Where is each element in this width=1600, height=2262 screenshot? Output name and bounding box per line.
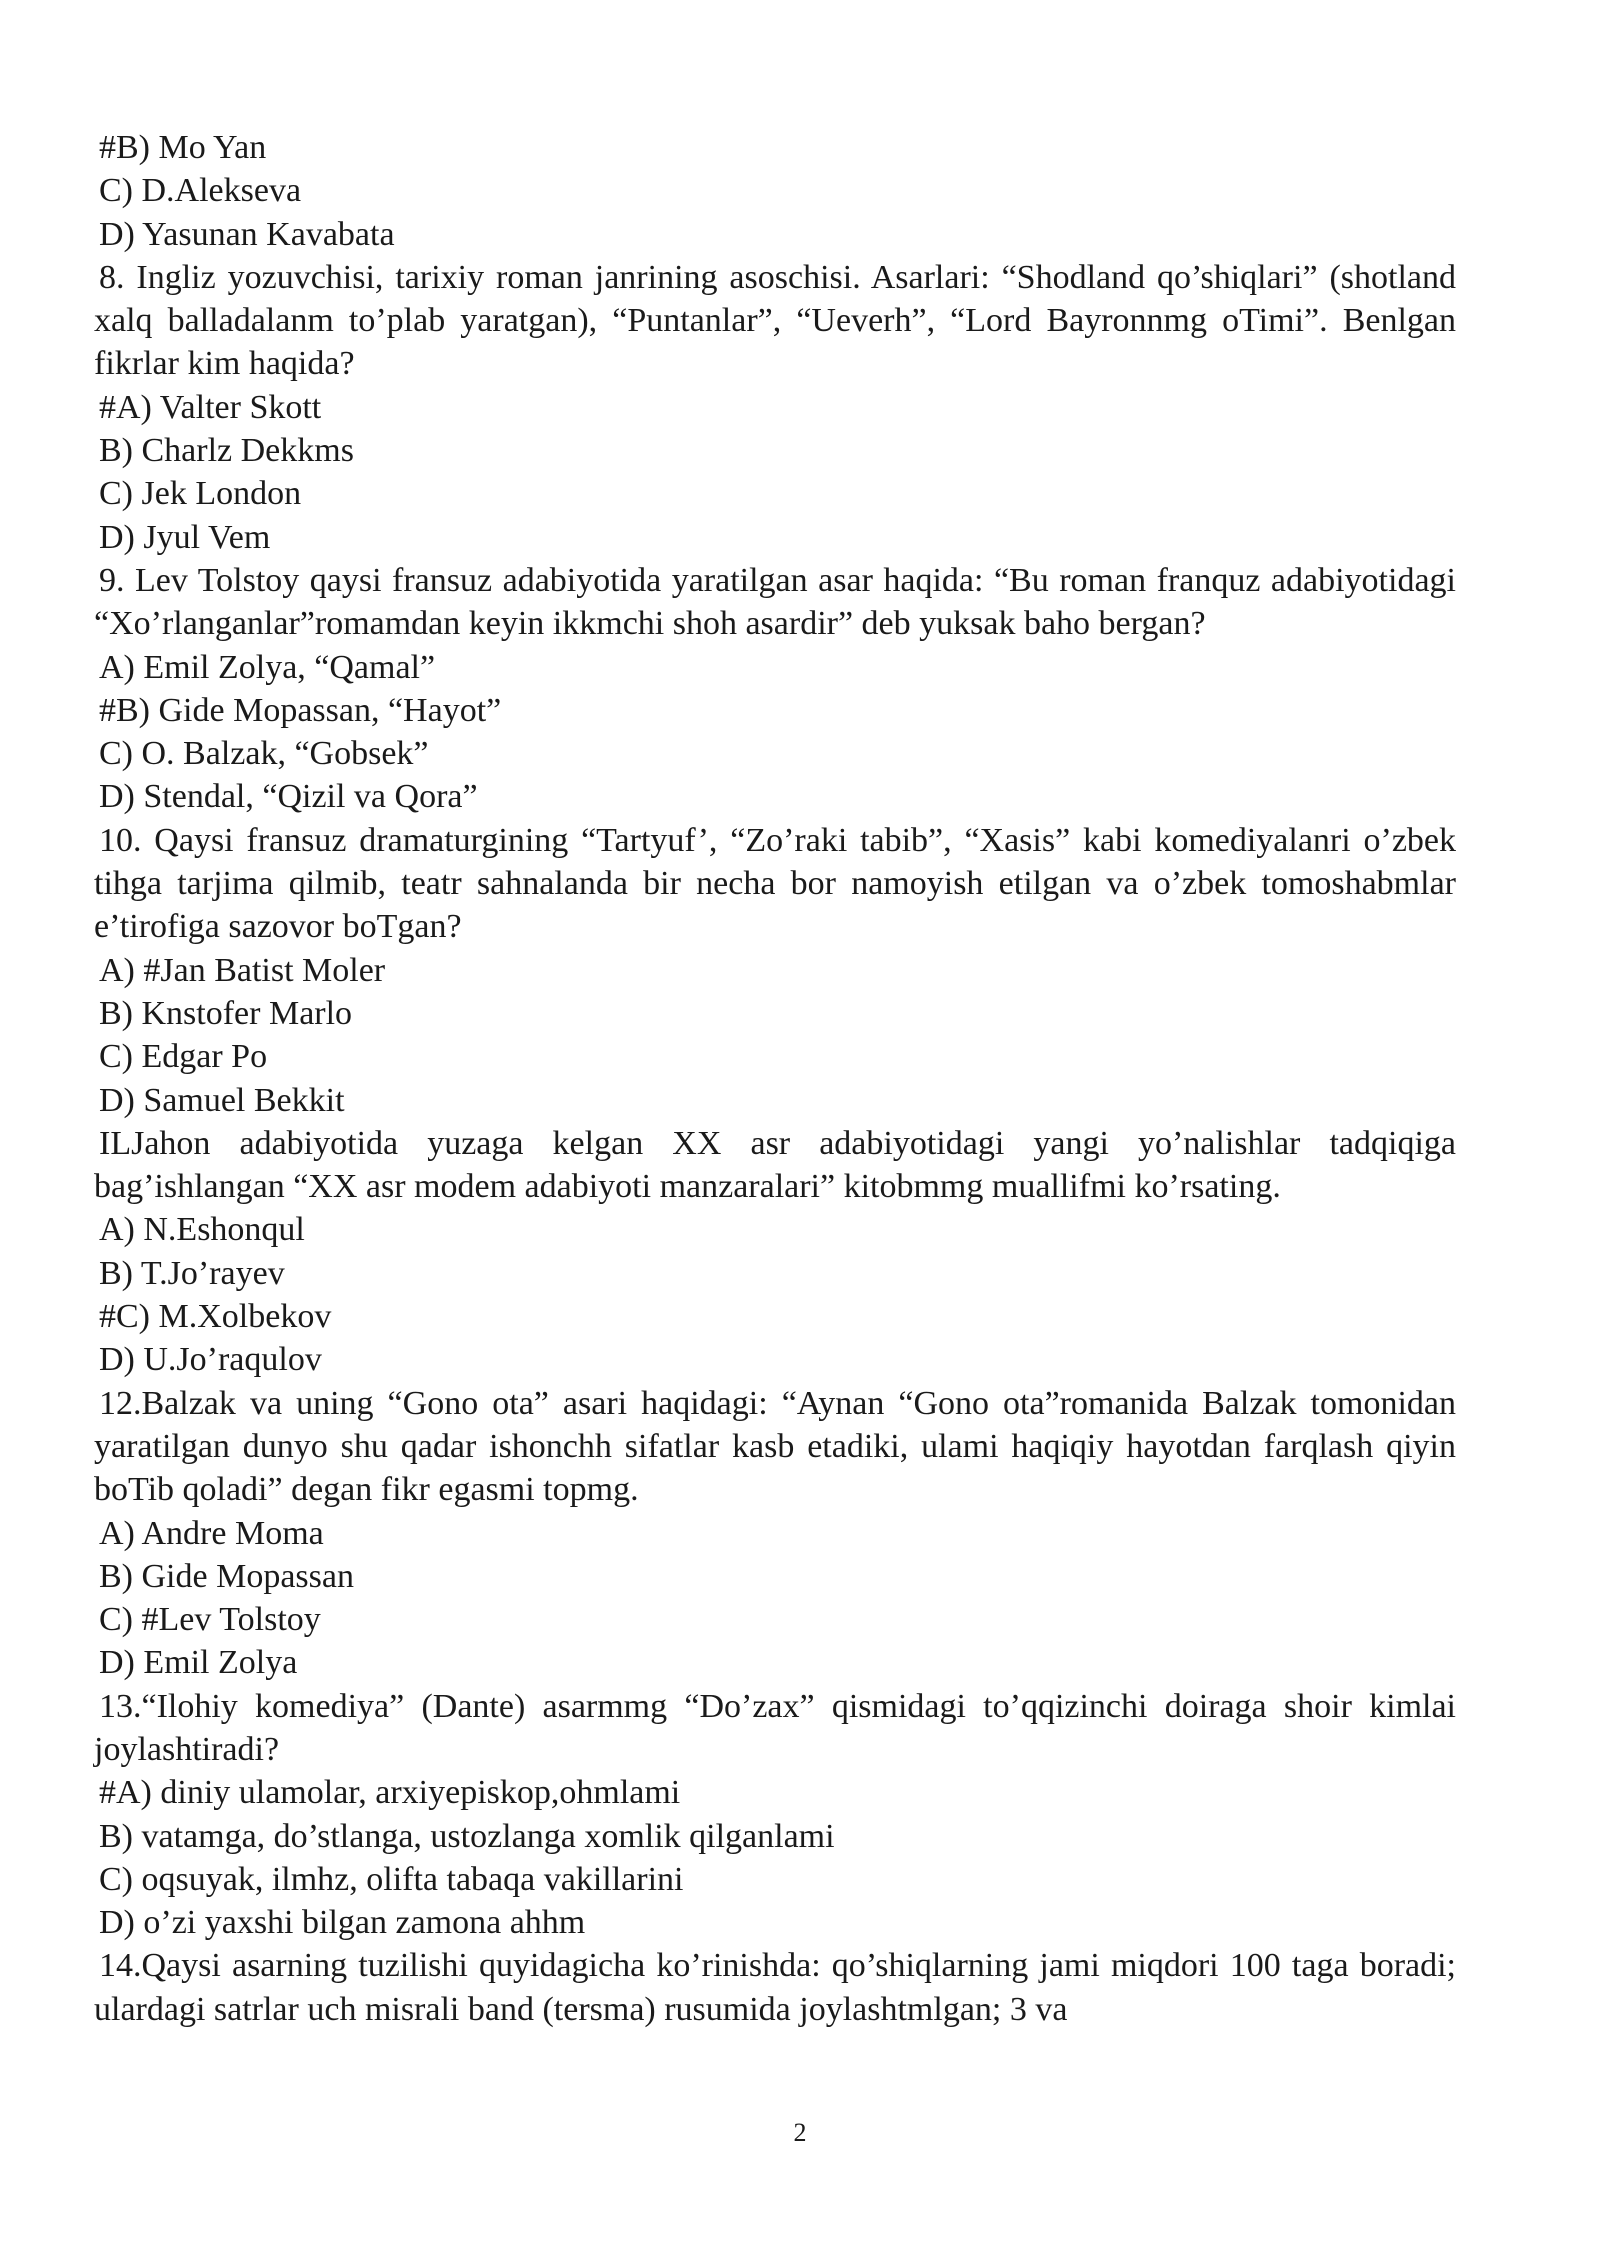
answer-line: D) Jyul Vem xyxy=(99,518,271,556)
answer-line: #B) Gide Mopassan, “Hayot” xyxy=(99,691,502,729)
answer-line: D) U.Jo’raqulov xyxy=(99,1341,322,1379)
question-12: 12.Balzak va uning “Gono ota” asari haqidagi: “Aynan “Gono ota”romanida Balzak tomonidan yaratilgan dunyo shu qadar ishonchh sifatlar kasb etadiki, ulami haqiqiy hayotdan farqlash qiyin boTib qoladi” degan fikr egasmi topmg. xyxy=(94,1384,1456,1509)
answer-line: A) #Jan Batist Moler xyxy=(99,951,386,989)
answer-line: D) Emil Zolya xyxy=(99,1644,298,1682)
answer-line: C) #Lev Tolstoy xyxy=(99,1601,321,1639)
page-number: 2 xyxy=(793,2118,807,2147)
answer-line: B) Gide Mopassan xyxy=(99,1557,354,1595)
answer-line: #C) M.Xolbekov xyxy=(99,1298,332,1336)
question-13: 13.“Ilohiy komediya” (Dante) asarmmg “Do’zax” qismidagi to’qqizinchi doiraga shoir kimlai joylashtiradi? xyxy=(94,1687,1456,1768)
answer-line: #A) Valter Skott xyxy=(99,388,322,426)
answer-line: #B) Mo Yan xyxy=(99,129,267,166)
answer-line: B) Knstofer Marlo xyxy=(99,994,353,1032)
answer-line: B) T.Jo’rayev xyxy=(99,1254,285,1292)
answer-line: D) Stendal, “Qizil va Qora” xyxy=(99,778,478,816)
answer-line: A) Andre Moma xyxy=(99,1514,324,1552)
answer-line: C) oqsuyak, ilmhz, olifta tabaqa vakillarini xyxy=(99,1860,684,1898)
answer-line: B) vatamga, do’stlanga, ustozlanga xomlik qilganlami xyxy=(99,1817,835,1855)
answer-line: A) Emil Zolya, “Qamal” xyxy=(99,648,436,686)
question-14: 14.Qaysi asarning tuzilishi quyidagicha ko’rinishda: qo’shiqlarning jami miqdori 100 taga boradi; ulardagi satrlar uch misrali band (tersma) rusumida joylashtmlgan; 3 va xyxy=(94,1947,1456,2028)
answer-line: C) Edgar Po xyxy=(99,1038,268,1076)
answer-line: #A) diniy ulamolar, arxiyepiskop,ohmlami xyxy=(99,1774,681,1812)
answer-line: D) Samuel Bekkit xyxy=(99,1081,345,1119)
question-9: 9. Lev Tolstoy qaysi fransuz adabiyotida yaratilgan asar haqida: “Bu roman franquz adabiyotidagi “Xo’rlanganlar”romamdan keyin ikkmchi shoh asardir” deb yuksak baho bergan? xyxy=(94,561,1456,643)
question-10: 10. Qaysi fransuz dramaturgining “Tartyuf’, “Zo’raki tabib”, “Xasis” kabi komediyalanri o’zbek tihga tarjima qilmib, teatr sahnalanda bir necha bor namoyish etilgan va o’zbek tomoshabmlar e’tirofiga sazovor boTgan? xyxy=(94,821,1456,946)
answer-line: B) Charlz Dekkms xyxy=(99,432,354,470)
question-8: 8. Ingliz yozuvchisi, tarixiy roman janrining asoschisi. Asarlari: “Shodland qo’shiqlari” (shotland xalq balladalanm to’plab yaratgan), “Puntanlar”, “Ueverh”, “Lord Bayronnmg oTimi”. Benlgan fikrlar kim haqida? xyxy=(94,258,1456,383)
answer-line: C) D.Alekseva xyxy=(99,172,302,210)
answer-line: D) Yasunan Kavabata xyxy=(99,215,395,253)
page-body xyxy=(94,126,1456,2031)
answer-line: A) N.Eshonqul xyxy=(99,1211,305,1249)
answer-line: D) o’zi yaxshi bilgan zamona ahhm xyxy=(99,1904,586,1942)
answer-line: C) Jek London xyxy=(99,475,302,513)
question-11: ILJahon adabiyotida yuzaga kelgan XX asr adabiyotidagi yangi yo’nalishlar tadqiqiga bag’ishlangan “XX asr modem adabiyoti manzaralari” kitobmmg muallifmi ko’rsating. xyxy=(94,1124,1456,1206)
answer-line: C) O. Balzak, “Gobsek” xyxy=(99,735,429,773)
